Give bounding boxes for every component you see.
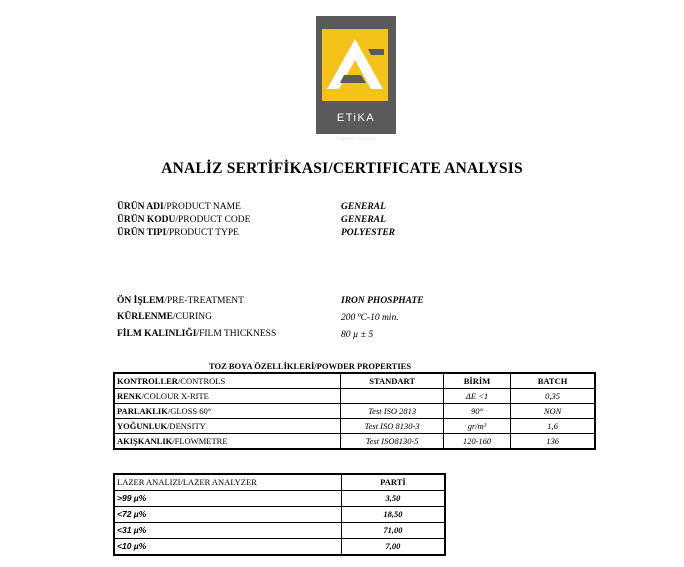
page-title: ANALİZ SERTİFİKASI/CERTIFICATE ANALYSIS bbox=[161, 160, 523, 177]
logo-tagline: POWDER COATINGS bbox=[336, 137, 376, 141]
logo-a-icon bbox=[322, 29, 388, 101]
powder-properties-table bbox=[113, 372, 596, 450]
control-cell: YOĞUNLUK/DENSITY bbox=[114, 419, 341, 434]
birim-cell: gr/m³ bbox=[443, 419, 510, 434]
control-cell: AKIŞKANLIK/FLOWMETRE bbox=[114, 434, 341, 450]
birim-cell: 120-160 bbox=[443, 434, 510, 450]
table-header-row bbox=[114, 474, 445, 491]
batch-cell: 136 bbox=[511, 434, 595, 450]
header-batch: BATCH bbox=[511, 373, 595, 389]
logo-brand: ETiKA bbox=[336, 112, 376, 124]
particle-size-cell: <10 µ% bbox=[114, 539, 341, 556]
parti-value-cell: 3,50 bbox=[341, 491, 445, 507]
batch-cell: 0,35 bbox=[511, 389, 595, 404]
birim-cell: ΔE <1 bbox=[443, 389, 510, 404]
company-logo bbox=[316, 16, 396, 141]
pretreatment-label: ÖN İŞLEM/PRE-TREATMENT bbox=[117, 296, 244, 306]
product-code-value: GENERAL bbox=[341, 215, 386, 225]
table-row bbox=[114, 507, 445, 523]
table-row bbox=[114, 389, 595, 404]
standart-cell: Test ISO 2813 bbox=[341, 404, 443, 419]
table-header-row bbox=[114, 373, 595, 389]
powder-properties-title: TOZ BOYA ÖZELLİKLERİ/POWDER PROPERTIES bbox=[208, 361, 412, 371]
table-row bbox=[114, 539, 445, 556]
table-row bbox=[114, 419, 595, 434]
particle-size-cell: <31 µ% bbox=[114, 523, 341, 539]
header-birim: BİRİM bbox=[443, 373, 510, 389]
table-row bbox=[114, 434, 595, 450]
curing-label: KÜRLENME/CURING bbox=[117, 312, 213, 322]
pretreatment-value: IRON PHOSPHATE bbox=[341, 296, 424, 306]
header-controls: KONTROLLER/CONTROLS bbox=[114, 373, 341, 389]
film-thickness-label: FİLM KALINLIĞI/FILM THICKNESS bbox=[117, 329, 277, 339]
parti-value-cell: 7,00 bbox=[341, 539, 445, 556]
product-type-label: ÜRÜN TIPI/PRODUCT TYPE bbox=[117, 228, 239, 238]
standart-cell: Test ISO8130-5 bbox=[341, 434, 443, 450]
product-name-value: GENERAL bbox=[341, 202, 386, 212]
curing-value: 200 ºC-10 min. bbox=[341, 313, 399, 323]
header-standart: STANDART bbox=[341, 373, 443, 389]
birim-cell: 90° bbox=[443, 404, 510, 419]
batch-cell: NON bbox=[511, 404, 595, 419]
parti-value-cell: 71,00 bbox=[341, 523, 445, 539]
table-row bbox=[114, 491, 445, 507]
control-cell: PARLAKLIK/GLOSS 60° bbox=[114, 404, 341, 419]
standart-cell bbox=[341, 389, 443, 404]
standart-cell: Test ISO 8130-3 bbox=[341, 419, 443, 434]
laser-analysis-table bbox=[113, 473, 446, 556]
batch-cell: 1,6 bbox=[511, 419, 595, 434]
product-type-value: POLYESTER bbox=[341, 228, 396, 238]
header-laser: LAZER ANALIZI/LAZER ANALYZER bbox=[114, 474, 341, 491]
parti-value-cell: 18,50 bbox=[341, 507, 445, 523]
header-parti: PARTİ bbox=[341, 474, 445, 491]
table-row bbox=[114, 404, 595, 419]
film-thickness-value: 80 µ ± 5 bbox=[341, 330, 374, 340]
product-code-label: ÜRÜN KODU/PRODUCT CODE bbox=[117, 215, 251, 225]
particle-size-cell: >99 µ% bbox=[114, 491, 341, 507]
logo-mark bbox=[322, 29, 388, 101]
product-name-label: ÜRÜN ADI/PRODUCT NAME bbox=[117, 202, 241, 212]
particle-size-cell: <72 µ% bbox=[114, 507, 341, 523]
control-cell: RENK/COLOUR X-RITE bbox=[114, 389, 341, 404]
table-row bbox=[114, 523, 445, 539]
